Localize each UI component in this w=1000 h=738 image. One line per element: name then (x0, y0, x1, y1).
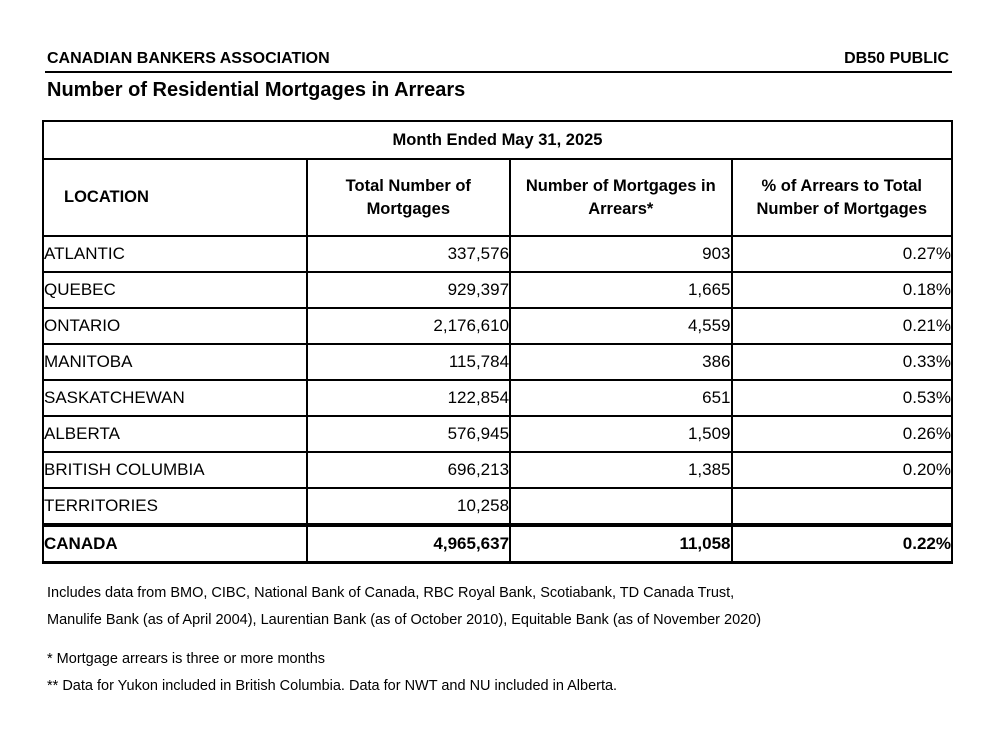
table-row (43, 452, 952, 488)
row-arrears: 386 (510, 344, 731, 380)
page-title: Number of Residential Mortgages in Arrears (47, 79, 466, 101)
footnote-banks-line1: Includes data from BMO, CIBC, National Bank of Canada, RBC Royal Bank, Scotiabank, TD Canada Trust, (47, 585, 735, 601)
row-total: 337,576 (307, 236, 511, 272)
column-header-pct (732, 159, 953, 236)
column-header-arrears (510, 159, 731, 236)
column-header-total-line2: Mortgages (366, 199, 450, 218)
total-location: CANADA (43, 525, 307, 563)
table-row (43, 344, 952, 380)
footnote-arrears-definition: * Mortgage arrears is three or more months (47, 651, 326, 667)
row-arrears: 1,665 (510, 272, 731, 308)
column-header-arrears-line1: Number of Mortgages in (525, 176, 716, 195)
table-row (43, 272, 952, 308)
row-total: 2,176,610 (307, 308, 511, 344)
row-arrears: 4,559 (510, 308, 731, 344)
row-pct (732, 488, 953, 525)
table-row (43, 488, 952, 525)
row-location: ONTARIO (43, 308, 307, 344)
arrears-table (42, 120, 953, 564)
row-arrears: 903 (510, 236, 731, 272)
row-arrears: 1,385 (510, 452, 731, 488)
row-pct: 0.21% (732, 308, 953, 344)
row-pct: 0.27% (732, 236, 953, 272)
row-location: TERRITORIES (43, 488, 307, 525)
table-row (43, 416, 952, 452)
row-location: BRITISH COLUMBIA (43, 452, 307, 488)
header-divider (45, 71, 952, 73)
row-location: SASKATCHEWAN (43, 380, 307, 416)
total-mortgages: 4,965,637 (307, 525, 511, 563)
row-pct: 0.53% (732, 380, 953, 416)
row-location: MANITOBA (43, 344, 307, 380)
total-arrears: 11,058 (510, 525, 731, 563)
column-header-location: LOCATION (43, 159, 307, 236)
row-total: 115,784 (307, 344, 511, 380)
row-arrears (510, 488, 731, 525)
row-pct: 0.26% (732, 416, 953, 452)
footnote-territories: ** Data for Yukon included in British Columbia. Data for NWT and NU included in Alberta. (47, 678, 618, 694)
table-row (43, 380, 952, 416)
table-row (43, 236, 952, 272)
row-total: 576,945 (307, 416, 511, 452)
row-total: 10,258 (307, 488, 511, 525)
row-pct: 0.20% (732, 452, 953, 488)
row-location: ALBERTA (43, 416, 307, 452)
row-total: 929,397 (307, 272, 511, 308)
total-pct: 0.22% (732, 525, 953, 563)
column-header-arrears-line2: Arrears* (588, 199, 654, 218)
column-header-total (307, 159, 511, 236)
row-location: ATLANTIC (43, 236, 307, 272)
column-header-total-line1: Total Number of (345, 176, 471, 195)
row-arrears: 1,509 (510, 416, 731, 452)
row-pct: 0.18% (732, 272, 953, 308)
row-arrears: 651 (510, 380, 731, 416)
row-total: 122,854 (307, 380, 511, 416)
document-code: DB50 PUBLIC (844, 50, 949, 67)
total-row (43, 525, 952, 563)
table-row (43, 308, 952, 344)
footnote-banks-line2: Manulife Bank (as of April 2004), Laurentian Bank (as of October 2010), Equitable Bank (as of November 2020) (47, 612, 762, 628)
row-location: QUEBEC (43, 272, 307, 308)
organization-name: CANADIAN BANKERS ASSOCIATION (47, 50, 330, 67)
column-header-pct-line1: % of Arrears to Total (761, 176, 922, 195)
column-header-pct-line2: Number of Mortgages (756, 199, 927, 218)
row-total: 696,213 (307, 452, 511, 488)
row-pct: 0.33% (732, 344, 953, 380)
period-header: Month Ended May 31, 2025 (43, 121, 952, 159)
